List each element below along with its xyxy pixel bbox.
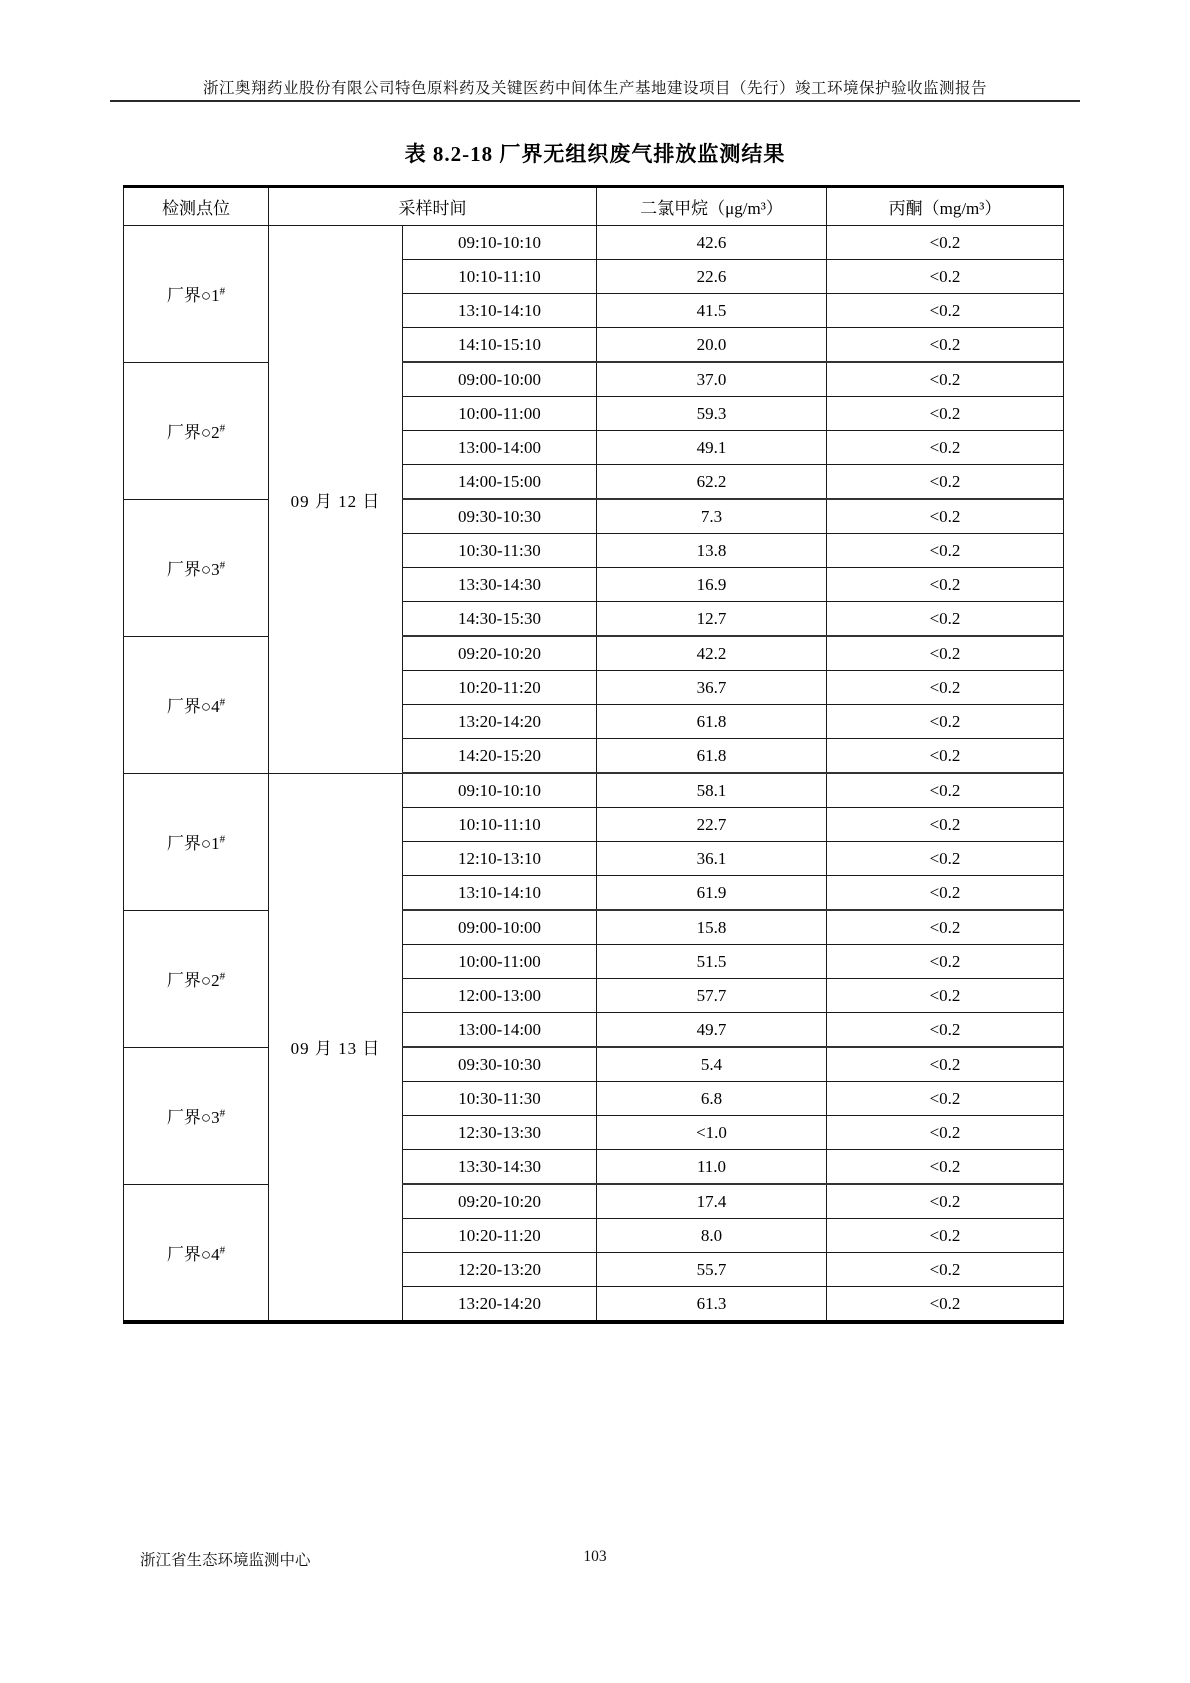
acetone-value-cell: <0.2	[827, 1150, 1064, 1185]
acetone-value-cell: <0.2	[827, 499, 1064, 534]
sampling-time-cell: 09:10-10:10	[403, 226, 597, 260]
table-row	[124, 499, 1064, 534]
dichloromethane-value-cell: 36.7	[597, 671, 827, 705]
sampling-time-cell: 10:10-11:10	[403, 808, 597, 842]
footer-organization: 浙江省生态环境监测中心	[140, 1552, 311, 1569]
sampling-date-cell: 09 月 12 日	[269, 226, 403, 774]
sampling-time-cell: 09:20-10:20	[403, 1184, 597, 1219]
dichloromethane-value-cell: 55.7	[597, 1253, 827, 1287]
dichloromethane-value-cell: 5.4	[597, 1047, 827, 1082]
sampling-time-cell: 14:30-15:30	[403, 602, 597, 637]
dichloromethane-value-cell: 42.6	[597, 226, 827, 260]
acetone-value-cell: <0.2	[827, 328, 1064, 363]
acetone-value-cell: <0.2	[827, 1082, 1064, 1116]
table-row	[124, 636, 1064, 671]
acetone-value-cell: <0.2	[827, 705, 1064, 739]
sampling-time-cell: 10:20-11:20	[403, 1219, 597, 1253]
dichloromethane-value-cell: 37.0	[597, 362, 827, 397]
acetone-value-cell: <0.2	[827, 362, 1064, 397]
table-row	[124, 773, 1064, 808]
column-header-acetone: 丙酮（mg/m³）	[827, 187, 1064, 226]
dichloromethane-value-cell: 41.5	[597, 294, 827, 328]
sampling-time-cell: 13:00-14:00	[403, 431, 597, 465]
dichloromethane-value-cell: 61.3	[597, 1287, 827, 1323]
monitoring-point-cell: 厂界○4#	[124, 636, 269, 773]
acetone-value-cell: <0.2	[827, 1287, 1064, 1323]
table-row	[124, 1047, 1064, 1082]
monitoring-point-cell: 厂界○4#	[124, 1184, 269, 1322]
sampling-time-cell: 13:30-14:30	[403, 1150, 597, 1185]
acetone-value-cell: <0.2	[827, 260, 1064, 294]
sampling-time-cell: 12:00-13:00	[403, 979, 597, 1013]
acetone-value-cell: <0.2	[827, 773, 1064, 808]
acetone-value-cell: <0.2	[827, 979, 1064, 1013]
dichloromethane-value-cell: 7.3	[597, 499, 827, 534]
acetone-value-cell: <0.2	[827, 1219, 1064, 1253]
acetone-value-cell: <0.2	[827, 226, 1064, 260]
sampling-time-cell: 13:30-14:30	[403, 568, 597, 602]
dichloromethane-value-cell: 6.8	[597, 1082, 827, 1116]
dichloromethane-value-cell: 49.7	[597, 1013, 827, 1048]
dichloromethane-value-cell: 17.4	[597, 1184, 827, 1219]
sampling-time-cell: 09:10-10:10	[403, 773, 597, 808]
dichloromethane-value-cell: 61.8	[597, 705, 827, 739]
acetone-value-cell: <0.2	[827, 945, 1064, 979]
dichloromethane-value-cell: 36.1	[597, 842, 827, 876]
column-header-point: 检测点位	[124, 187, 269, 226]
acetone-value-cell: <0.2	[827, 397, 1064, 431]
dichloromethane-value-cell: 57.7	[597, 979, 827, 1013]
dichloromethane-value-cell: 12.7	[597, 602, 827, 637]
sampling-time-cell: 09:00-10:00	[403, 910, 597, 945]
sampling-time-cell: 12:30-13:30	[403, 1116, 597, 1150]
acetone-value-cell: <0.2	[827, 1047, 1064, 1082]
dichloromethane-value-cell: <1.0	[597, 1116, 827, 1150]
sampling-time-cell: 09:20-10:20	[403, 636, 597, 671]
sampling-time-cell: 14:10-15:10	[403, 328, 597, 363]
column-header-dichloromethane: 二氯甲烷（μg/m³）	[597, 187, 827, 226]
monitoring-point-cell: 厂界○3#	[124, 499, 269, 636]
sampling-time-cell: 13:00-14:00	[403, 1013, 597, 1048]
acetone-value-cell: <0.2	[827, 1116, 1064, 1150]
sampling-date-cell: 09 月 13 日	[269, 773, 403, 1322]
dichloromethane-value-cell: 61.8	[597, 739, 827, 774]
sampling-time-cell: 10:30-11:30	[403, 534, 597, 568]
dichloromethane-value-cell: 15.8	[597, 910, 827, 945]
dichloromethane-value-cell: 62.2	[597, 465, 827, 500]
acetone-value-cell: <0.2	[827, 671, 1064, 705]
acetone-value-cell: <0.2	[827, 876, 1064, 911]
acetone-value-cell: <0.2	[827, 1013, 1064, 1048]
acetone-value-cell: <0.2	[827, 842, 1064, 876]
monitoring-point-cell: 厂界○3#	[124, 1047, 269, 1184]
dichloromethane-value-cell: 16.9	[597, 568, 827, 602]
dichloromethane-value-cell: 42.2	[597, 636, 827, 671]
table-row	[124, 226, 1064, 260]
monitoring-point-cell: 厂界○1#	[124, 226, 269, 363]
dichloromethane-value-cell: 22.6	[597, 260, 827, 294]
acetone-value-cell: <0.2	[827, 1253, 1064, 1287]
sampling-time-cell: 10:00-11:00	[403, 397, 597, 431]
acetone-value-cell: <0.2	[827, 808, 1064, 842]
acetone-value-cell: <0.2	[827, 636, 1064, 671]
sampling-time-cell: 10:30-11:30	[403, 1082, 597, 1116]
sampling-time-cell: 14:00-15:00	[403, 465, 597, 500]
acetone-value-cell: <0.2	[827, 602, 1064, 637]
acetone-value-cell: <0.2	[827, 534, 1064, 568]
sampling-time-cell: 09:30-10:30	[403, 499, 597, 534]
sampling-time-cell: 10:10-11:10	[403, 260, 597, 294]
sampling-time-cell: 12:10-13:10	[403, 842, 597, 876]
table-title: 表 8.2-18 厂界无组织废气排放监测结果	[404, 142, 786, 166]
table-row	[124, 910, 1064, 945]
header-divider	[110, 100, 1080, 102]
table-header-row	[124, 187, 1064, 226]
acetone-value-cell: <0.2	[827, 465, 1064, 500]
dichloromethane-value-cell: 8.0	[597, 1219, 827, 1253]
sampling-time-cell: 14:20-15:20	[403, 739, 597, 774]
column-header-sampling-time: 采样时间	[269, 187, 597, 226]
acetone-value-cell: <0.2	[827, 294, 1064, 328]
sampling-time-cell: 13:20-14:20	[403, 705, 597, 739]
monitoring-point-cell: 厂界○2#	[124, 362, 269, 499]
dichloromethane-value-cell: 13.8	[597, 534, 827, 568]
dichloromethane-value-cell: 11.0	[597, 1150, 827, 1185]
acetone-value-cell: <0.2	[827, 739, 1064, 774]
monitoring-results-table	[123, 185, 1064, 1324]
monitoring-point-cell: 厂界○2#	[124, 910, 269, 1047]
dichloromethane-value-cell: 59.3	[597, 397, 827, 431]
sampling-time-cell: 13:10-14:10	[403, 294, 597, 328]
dichloromethane-value-cell: 20.0	[597, 328, 827, 363]
sampling-time-cell: 09:30-10:30	[403, 1047, 597, 1082]
table-body	[124, 226, 1064, 1323]
monitoring-point-cell: 厂界○1#	[124, 773, 269, 910]
acetone-value-cell: <0.2	[827, 568, 1064, 602]
dichloromethane-value-cell: 61.9	[597, 876, 827, 911]
dichloromethane-value-cell: 58.1	[597, 773, 827, 808]
sampling-time-cell: 09:00-10:00	[403, 362, 597, 397]
acetone-value-cell: <0.2	[827, 431, 1064, 465]
sampling-time-cell: 10:00-11:00	[403, 945, 597, 979]
acetone-value-cell: <0.2	[827, 910, 1064, 945]
dichloromethane-value-cell: 22.7	[597, 808, 827, 842]
acetone-value-cell: <0.2	[827, 1184, 1064, 1219]
dichloromethane-value-cell: 51.5	[597, 945, 827, 979]
dichloromethane-value-cell: 49.1	[597, 431, 827, 465]
sampling-time-cell: 10:20-11:20	[403, 671, 597, 705]
table-row	[124, 1184, 1064, 1219]
footer-page-number: 103	[583, 1548, 607, 1565]
sampling-time-cell: 12:20-13:20	[403, 1253, 597, 1287]
table-row	[124, 362, 1064, 397]
sampling-time-cell: 13:10-14:10	[403, 876, 597, 911]
page-header-text: 浙江奥翔药业股份有限公司特色原料药及关键医药中间体生产基地建设项目（先行）竣工环境保护验收监测报告	[202, 80, 987, 97]
sampling-time-cell: 13:20-14:20	[403, 1287, 597, 1323]
